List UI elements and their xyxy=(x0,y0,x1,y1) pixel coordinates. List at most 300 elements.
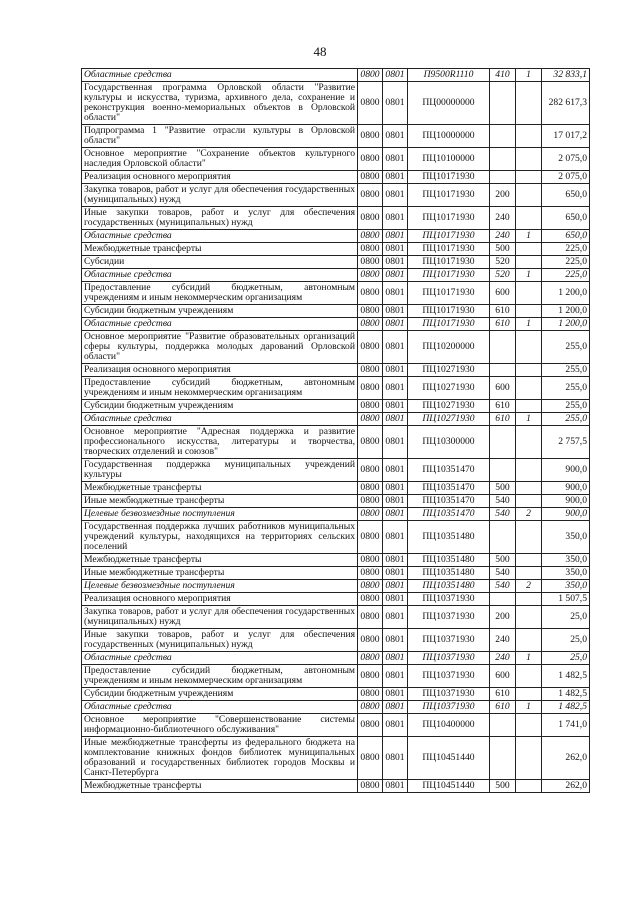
row-source-code-cell xyxy=(516,305,542,318)
row-section-cell: 0800 xyxy=(358,82,383,125)
row-name-cell: Реализация основного мероприятия xyxy=(82,364,358,377)
row-amount-cell: 282 617,3 xyxy=(542,82,590,125)
row-amount-cell: 1 200,0 xyxy=(542,305,590,318)
row-target-code-cell: ПЦ10351480 xyxy=(408,554,490,567)
row-subsection-cell: 0801 xyxy=(383,701,408,714)
row-section-cell: 0800 xyxy=(358,508,383,521)
row-name-cell: Подпрограмма 1 "Развитие отрасли культуры в Орловской области" xyxy=(82,125,358,148)
row-subsection-cell: 0801 xyxy=(383,69,408,82)
table-row xyxy=(82,593,590,606)
row-source-code-cell: 2 xyxy=(516,580,542,593)
row-subsection-cell: 0801 xyxy=(383,282,408,305)
row-section-cell: 0800 xyxy=(358,482,383,495)
row-expense-type-cell: 240 xyxy=(490,629,516,652)
row-name-cell: Основное мероприятие "Совершенствование системы информационно-библиотечного обслуживания" xyxy=(82,714,358,737)
row-source-code-cell xyxy=(516,148,542,171)
table-row xyxy=(82,125,590,148)
row-section-cell: 0800 xyxy=(358,243,383,256)
row-source-code-cell xyxy=(516,171,542,184)
table-row xyxy=(82,580,590,593)
table-row xyxy=(82,269,590,282)
table-row xyxy=(82,243,590,256)
row-subsection-cell: 0801 xyxy=(383,171,408,184)
row-amount-cell: 1 200,0 xyxy=(542,318,590,331)
row-name-cell: Областные средства xyxy=(82,318,358,331)
row-source-code-cell xyxy=(516,688,542,701)
row-section-cell: 0800 xyxy=(358,606,383,629)
row-amount-cell: 225,0 xyxy=(542,269,590,282)
row-subsection-cell: 0801 xyxy=(383,495,408,508)
row-expense-type-cell xyxy=(490,737,516,780)
row-expense-type-cell: 200 xyxy=(490,606,516,629)
row-subsection-cell: 0801 xyxy=(383,400,408,413)
row-source-code-cell xyxy=(516,184,542,207)
table-row xyxy=(82,554,590,567)
row-amount-cell: 255,0 xyxy=(542,400,590,413)
row-name-cell: Предоставление субсидий бюджетным, автономным учреждениям и иным некоммерческим организациям xyxy=(82,665,358,688)
row-source-code-cell xyxy=(516,495,542,508)
row-amount-cell: 650,0 xyxy=(542,230,590,243)
row-subsection-cell: 0801 xyxy=(383,377,408,400)
row-source-code-cell: 1 xyxy=(516,318,542,331)
row-amount-cell: 262,0 xyxy=(542,780,590,793)
row-source-code-cell xyxy=(516,364,542,377)
row-expense-type-cell: 540 xyxy=(490,495,516,508)
row-amount-cell: 2 075,0 xyxy=(542,148,590,171)
row-name-cell: Основное мероприятие "Развитие образовательных организаций сферы культуры, поддержка молодых дарований Орловской области" xyxy=(82,331,358,364)
row-target-code-cell: ПЦ10300000 xyxy=(408,426,490,459)
row-section-cell: 0800 xyxy=(358,364,383,377)
row-section-cell: 0800 xyxy=(358,125,383,148)
row-section-cell: 0800 xyxy=(358,567,383,580)
row-amount-cell: 350,0 xyxy=(542,580,590,593)
row-expense-type-cell xyxy=(490,125,516,148)
row-expense-type-cell xyxy=(490,426,516,459)
row-target-code-cell: ПЦ10171930 xyxy=(408,256,490,269)
row-amount-cell: 350,0 xyxy=(542,521,590,554)
row-subsection-cell: 0801 xyxy=(383,331,408,364)
row-expense-type-cell xyxy=(490,171,516,184)
row-subsection-cell: 0801 xyxy=(383,230,408,243)
row-subsection-cell: 0801 xyxy=(383,593,408,606)
row-target-code-cell: ПЦ10351480 xyxy=(408,580,490,593)
row-name-cell: Межбюджетные трансферты xyxy=(82,243,358,256)
row-target-code-cell: ПЦ10000000 xyxy=(408,125,490,148)
row-amount-cell: 255,0 xyxy=(542,331,590,364)
table-row xyxy=(82,256,590,269)
table-row xyxy=(82,688,590,701)
row-expense-type-cell: 610 xyxy=(490,400,516,413)
row-subsection-cell: 0801 xyxy=(383,184,408,207)
row-source-code-cell: 1 xyxy=(516,701,542,714)
table-row xyxy=(82,207,590,230)
row-amount-cell: 255,0 xyxy=(542,364,590,377)
table-row xyxy=(82,521,590,554)
row-source-code-cell xyxy=(516,377,542,400)
row-target-code-cell: ПЦ10171930 xyxy=(408,207,490,230)
row-subsection-cell: 0801 xyxy=(383,567,408,580)
row-source-code-cell xyxy=(516,400,542,413)
row-subsection-cell: 0801 xyxy=(383,508,408,521)
row-name-cell: Межбюджетные трансферты xyxy=(82,554,358,567)
row-section-cell: 0800 xyxy=(358,665,383,688)
row-source-code-cell xyxy=(516,482,542,495)
row-subsection-cell: 0801 xyxy=(383,780,408,793)
row-source-code-cell xyxy=(516,714,542,737)
row-name-cell: Реализация основного мероприятия xyxy=(82,171,358,184)
row-target-code-cell: ПЦ10171930 xyxy=(408,243,490,256)
table-row xyxy=(82,364,590,377)
table-row xyxy=(82,567,590,580)
row-expense-type-cell: 600 xyxy=(490,282,516,305)
row-target-code-cell: ПЦ10271930 xyxy=(408,413,490,426)
row-source-code-cell xyxy=(516,243,542,256)
row-amount-cell: 255,0 xyxy=(542,413,590,426)
row-target-code-cell: ПЦ10271930 xyxy=(408,364,490,377)
row-name-cell: Субсидии xyxy=(82,256,358,269)
row-source-code-cell xyxy=(516,207,542,230)
row-section-cell: 0800 xyxy=(358,701,383,714)
row-target-code-cell: ПЦ10371930 xyxy=(408,629,490,652)
table-row xyxy=(82,82,590,125)
row-source-code-cell xyxy=(516,82,542,125)
table-row xyxy=(82,148,590,171)
row-section-cell: 0800 xyxy=(358,652,383,665)
row-source-code-cell: 1 xyxy=(516,652,542,665)
row-expense-type-cell: 540 xyxy=(490,567,516,580)
row-amount-cell: 650,0 xyxy=(542,207,590,230)
row-source-code-cell xyxy=(516,665,542,688)
row-section-cell: 0800 xyxy=(358,377,383,400)
row-source-code-cell: 1 xyxy=(516,413,542,426)
row-amount-cell: 650,0 xyxy=(542,184,590,207)
row-target-code-cell: ПЦ00000000 xyxy=(408,82,490,125)
row-amount-cell: 1 741,0 xyxy=(542,714,590,737)
table-row xyxy=(82,508,590,521)
row-name-cell: Государственная программа Орловской области "Развитие культуры и искусства, туризма, архивного дела, сохранение и реконструкция военно-мемориальных объектов в Орловской области" xyxy=(82,82,358,125)
row-expense-type-cell xyxy=(490,459,516,482)
row-target-code-cell: ПЦ10351470 xyxy=(408,482,490,495)
row-expense-type-cell: 410 xyxy=(490,69,516,82)
row-name-cell: Закупка товаров, работ и услуг для обеспечения государственных (муниципальных) нужд xyxy=(82,184,358,207)
row-source-code-cell: 1 xyxy=(516,230,542,243)
row-section-cell: 0800 xyxy=(358,171,383,184)
row-name-cell: Субсидии бюджетным учреждениям xyxy=(82,688,358,701)
row-source-code-cell xyxy=(516,256,542,269)
row-name-cell: Иные закупки товаров, работ и услуг для обеспечения государственных (муниципальных) нужд xyxy=(82,629,358,652)
row-amount-cell: 262,0 xyxy=(542,737,590,780)
row-section-cell: 0800 xyxy=(358,521,383,554)
row-amount-cell: 255,0 xyxy=(542,377,590,400)
row-target-code-cell: ПЦ10451440 xyxy=(408,780,490,793)
page-number: 48 xyxy=(313,44,327,59)
table-body xyxy=(82,69,590,793)
row-target-code-cell: ПЦ10371930 xyxy=(408,688,490,701)
row-target-code-cell: ПЦ10351480 xyxy=(408,567,490,580)
row-section-cell: 0800 xyxy=(358,318,383,331)
row-expense-type-cell: 540 xyxy=(490,580,516,593)
row-subsection-cell: 0801 xyxy=(383,482,408,495)
row-amount-cell: 1 482,5 xyxy=(542,665,590,688)
row-target-code-cell: ПЦ10351470 xyxy=(408,459,490,482)
row-expense-type-cell xyxy=(490,331,516,364)
row-section-cell: 0800 xyxy=(358,148,383,171)
row-name-cell: Субсидии бюджетным учреждениям xyxy=(82,305,358,318)
row-section-cell: 0800 xyxy=(358,184,383,207)
row-name-cell: Основное мероприятие "Сохранение объектов культурного наследия Орловской области" xyxy=(82,148,358,171)
row-subsection-cell: 0801 xyxy=(383,606,408,629)
row-amount-cell: 350,0 xyxy=(542,554,590,567)
row-section-cell: 0800 xyxy=(358,282,383,305)
row-target-code-cell: П9500R1110 xyxy=(408,69,490,82)
row-section-cell: 0800 xyxy=(358,459,383,482)
row-subsection-cell: 0801 xyxy=(383,364,408,377)
row-name-cell: Реализация основного мероприятия xyxy=(82,593,358,606)
row-expense-type-cell: 200 xyxy=(490,184,516,207)
row-name-cell: Предоставление субсидий бюджетным, автономным учреждениям и иным некоммерческим организациям xyxy=(82,282,358,305)
row-name-cell: Иные межбюджетные трансферты xyxy=(82,495,358,508)
row-subsection-cell: 0801 xyxy=(383,148,408,171)
row-section-cell: 0800 xyxy=(358,495,383,508)
row-expense-type-cell: 610 xyxy=(490,413,516,426)
row-subsection-cell: 0801 xyxy=(383,688,408,701)
row-section-cell: 0800 xyxy=(358,331,383,364)
row-section-cell: 0800 xyxy=(358,714,383,737)
row-amount-cell: 1 200,0 xyxy=(542,282,590,305)
row-expense-type-cell: 240 xyxy=(490,230,516,243)
row-name-cell: Государственная поддержка муниципальных учреждений культуры xyxy=(82,459,358,482)
row-section-cell: 0800 xyxy=(358,629,383,652)
row-section-cell: 0800 xyxy=(358,269,383,282)
row-amount-cell: 350,0 xyxy=(542,567,590,580)
row-target-code-cell: ПЦ10371930 xyxy=(408,701,490,714)
row-section-cell: 0800 xyxy=(358,413,383,426)
row-name-cell: Областные средства xyxy=(82,230,358,243)
row-amount-cell: 25,0 xyxy=(542,652,590,665)
row-source-code-cell xyxy=(516,629,542,652)
row-section-cell: 0800 xyxy=(358,426,383,459)
row-name-cell: Областные средства xyxy=(82,413,358,426)
row-source-code-cell xyxy=(516,426,542,459)
table-row xyxy=(82,482,590,495)
row-section-cell: 0800 xyxy=(358,230,383,243)
table-row xyxy=(82,737,590,780)
row-expense-type-cell: 520 xyxy=(490,256,516,269)
row-section-cell: 0800 xyxy=(358,256,383,269)
row-name-cell: Областные средства xyxy=(82,69,358,82)
row-target-code-cell: ПЦ10351470 xyxy=(408,508,490,521)
row-name-cell: Областные средства xyxy=(82,701,358,714)
row-source-code-cell: 1 xyxy=(516,69,542,82)
row-source-code-cell xyxy=(516,125,542,148)
row-name-cell: Государственная поддержка лучших работников муниципальных учреждений культуры, находящихся на территориях сельских поселений xyxy=(82,521,358,554)
row-name-cell: Межбюджетные трансферты xyxy=(82,780,358,793)
row-section-cell: 0800 xyxy=(358,554,383,567)
table-row xyxy=(82,184,590,207)
row-name-cell: Областные средства xyxy=(82,652,358,665)
table-row xyxy=(82,652,590,665)
row-source-code-cell xyxy=(516,521,542,554)
row-name-cell: Предоставление субсидий бюджетным, автономным учреждениям и иным некоммерческим организациям xyxy=(82,377,358,400)
row-amount-cell: 2 757,5 xyxy=(542,426,590,459)
row-amount-cell: 1 507,5 xyxy=(542,593,590,606)
table-row xyxy=(82,629,590,652)
row-source-code-cell xyxy=(516,459,542,482)
table-row xyxy=(82,426,590,459)
table-row xyxy=(82,413,590,426)
row-expense-type-cell: 500 xyxy=(490,243,516,256)
row-expense-type-cell: 240 xyxy=(490,652,516,665)
row-name-cell: Закупка товаров, работ и услуг для обеспечения государственных (муниципальных) нужд xyxy=(82,606,358,629)
row-target-code-cell: ПЦ10351480 xyxy=(408,521,490,554)
row-name-cell: Целевые безвозмездные поступления xyxy=(82,508,358,521)
row-source-code-cell xyxy=(516,593,542,606)
table-row xyxy=(82,606,590,629)
row-expense-type-cell: 600 xyxy=(490,377,516,400)
row-target-code-cell: ПЦ10171930 xyxy=(408,282,490,305)
row-source-code-cell xyxy=(516,282,542,305)
row-target-code-cell: ПЦ10171930 xyxy=(408,269,490,282)
row-expense-type-cell xyxy=(490,148,516,171)
row-target-code-cell: ПЦ10171930 xyxy=(408,305,490,318)
row-target-code-cell: ПЦ10451440 xyxy=(408,737,490,780)
row-target-code-cell: ПЦ10371930 xyxy=(408,652,490,665)
row-expense-type-cell xyxy=(490,521,516,554)
row-source-code-cell xyxy=(516,606,542,629)
row-amount-cell: 225,0 xyxy=(542,256,590,269)
row-amount-cell: 900,0 xyxy=(542,508,590,521)
row-source-code-cell xyxy=(516,780,542,793)
row-expense-type-cell: 500 xyxy=(490,780,516,793)
row-subsection-cell: 0801 xyxy=(383,243,408,256)
row-source-code-cell xyxy=(516,554,542,567)
row-expense-type-cell: 600 xyxy=(490,665,516,688)
table-row xyxy=(82,495,590,508)
table-row xyxy=(82,377,590,400)
row-name-cell: Иные межбюджетные трансферты из федерального бюджета на комплектование книжных фондов библиотек муниципальных образований и государственных библиотек городов Москвы и Санкт-Петербурга xyxy=(82,737,358,780)
row-amount-cell: 900,0 xyxy=(542,459,590,482)
row-target-code-cell: ПЦ10271930 xyxy=(408,400,490,413)
table-row xyxy=(82,69,590,82)
row-name-cell: Субсидии бюджетным учреждениям xyxy=(82,400,358,413)
row-target-code-cell: ПЦ10371930 xyxy=(408,606,490,629)
row-amount-cell: 17 017,2 xyxy=(542,125,590,148)
row-subsection-cell: 0801 xyxy=(383,580,408,593)
row-amount-cell: 32 833,1 xyxy=(542,69,590,82)
row-subsection-cell: 0801 xyxy=(383,426,408,459)
table-row xyxy=(82,331,590,364)
row-subsection-cell: 0801 xyxy=(383,459,408,482)
row-target-code-cell: ПЦ10371930 xyxy=(408,665,490,688)
table-row xyxy=(82,400,590,413)
row-target-code-cell: ПЦ10371930 xyxy=(408,593,490,606)
row-expense-type-cell: 610 xyxy=(490,318,516,331)
row-amount-cell: 1 482,5 xyxy=(542,688,590,701)
table-row xyxy=(82,780,590,793)
row-subsection-cell: 0801 xyxy=(383,629,408,652)
row-name-cell: Целевые безвозмездные поступления xyxy=(82,580,358,593)
row-name-cell: Межбюджетные трансферты xyxy=(82,482,358,495)
table-row xyxy=(82,171,590,184)
row-expense-type-cell: 500 xyxy=(490,482,516,495)
row-target-code-cell: ПЦ10200000 xyxy=(408,331,490,364)
row-expense-type-cell xyxy=(490,593,516,606)
row-subsection-cell: 0801 xyxy=(383,318,408,331)
row-subsection-cell: 0801 xyxy=(383,256,408,269)
budget-table xyxy=(81,68,590,793)
row-subsection-cell: 0801 xyxy=(383,82,408,125)
table-row xyxy=(82,665,590,688)
row-expense-type-cell xyxy=(490,82,516,125)
row-source-code-cell xyxy=(516,331,542,364)
row-subsection-cell: 0801 xyxy=(383,125,408,148)
row-expense-type-cell: 610 xyxy=(490,701,516,714)
row-subsection-cell: 0801 xyxy=(383,521,408,554)
row-expense-type-cell: 610 xyxy=(490,305,516,318)
row-subsection-cell: 0801 xyxy=(383,305,408,318)
row-expense-type-cell: 240 xyxy=(490,207,516,230)
table-row xyxy=(82,714,590,737)
row-amount-cell: 900,0 xyxy=(542,482,590,495)
row-subsection-cell: 0801 xyxy=(383,737,408,780)
row-section-cell: 0800 xyxy=(358,737,383,780)
row-amount-cell: 225,0 xyxy=(542,243,590,256)
table-row xyxy=(82,305,590,318)
table-row xyxy=(82,459,590,482)
row-expense-type-cell: 500 xyxy=(490,554,516,567)
row-amount-cell: 2 075,0 xyxy=(542,171,590,184)
table-row xyxy=(82,230,590,243)
row-expense-type-cell: 610 xyxy=(490,688,516,701)
row-target-code-cell: ПЦ10171930 xyxy=(408,184,490,207)
row-name-cell: Иные межбюджетные трансферты xyxy=(82,567,358,580)
row-section-cell: 0800 xyxy=(358,305,383,318)
row-target-code-cell: ПЦ10351470 xyxy=(408,495,490,508)
row-section-cell: 0800 xyxy=(358,400,383,413)
row-amount-cell: 900,0 xyxy=(542,495,590,508)
row-name-cell: Иные закупки товаров, работ и услуг для обеспечения государственных (муниципальных) нужд xyxy=(82,207,358,230)
row-section-cell: 0800 xyxy=(358,207,383,230)
row-section-cell: 0800 xyxy=(358,580,383,593)
row-subsection-cell: 0801 xyxy=(383,413,408,426)
row-amount-cell: 25,0 xyxy=(542,629,590,652)
row-target-code-cell: ПЦ10100000 xyxy=(408,148,490,171)
row-subsection-cell: 0801 xyxy=(383,652,408,665)
row-target-code-cell: ПЦ10271930 xyxy=(408,377,490,400)
row-source-code-cell: 2 xyxy=(516,508,542,521)
row-target-code-cell: ПЦ10171930 xyxy=(408,171,490,184)
row-section-cell: 0800 xyxy=(358,593,383,606)
row-target-code-cell: ПЦ10171930 xyxy=(408,230,490,243)
row-section-cell: 0800 xyxy=(358,69,383,82)
row-target-code-cell: ПЦ10400000 xyxy=(408,714,490,737)
row-expense-type-cell xyxy=(490,364,516,377)
row-amount-cell: 1 482,5 xyxy=(542,701,590,714)
row-target-code-cell: ПЦ10171930 xyxy=(408,318,490,331)
row-subsection-cell: 0801 xyxy=(383,269,408,282)
row-subsection-cell: 0801 xyxy=(383,554,408,567)
row-name-cell: Основное мероприятие "Адресная поддержка и развитие профессионального искусства, литературы и творчества, творческих отделений и союзов" xyxy=(82,426,358,459)
row-section-cell: 0800 xyxy=(358,780,383,793)
table-row xyxy=(82,701,590,714)
row-expense-type-cell xyxy=(490,714,516,737)
row-expense-type-cell: 540 xyxy=(490,508,516,521)
row-source-code-cell xyxy=(516,567,542,580)
table-row xyxy=(82,318,590,331)
row-subsection-cell: 0801 xyxy=(383,665,408,688)
row-source-code-cell xyxy=(516,737,542,780)
row-subsection-cell: 0801 xyxy=(383,714,408,737)
